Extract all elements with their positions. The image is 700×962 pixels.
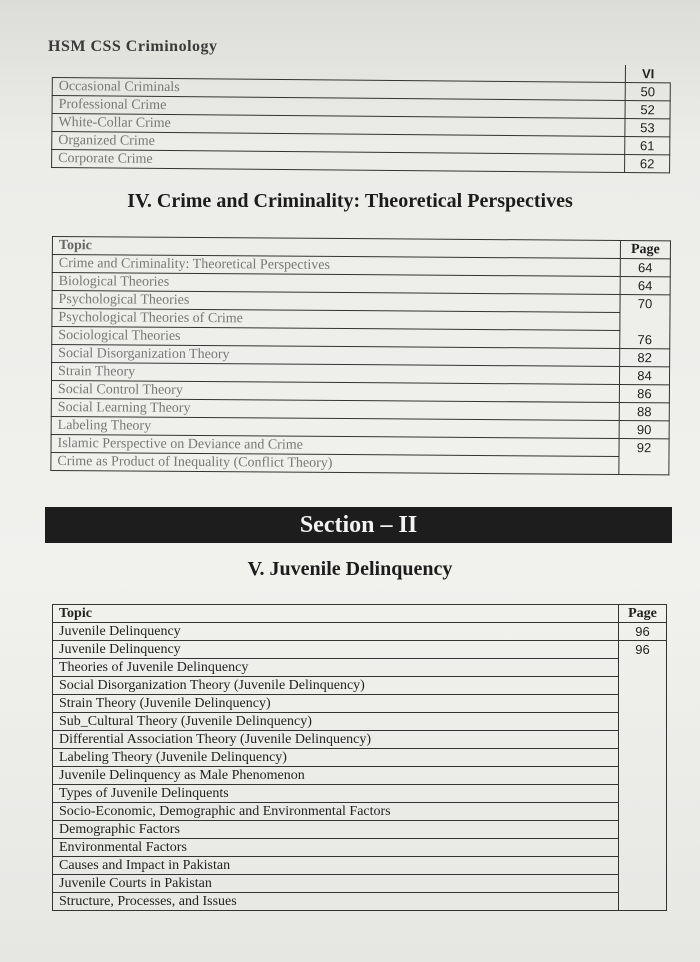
table-row: [53, 641, 667, 659]
toc-table-chapter-iv: [50, 236, 671, 475]
page-cell: 96: [619, 641, 667, 659]
topic-cell: Juvenile Delinquency as Male Phenomenon: [53, 767, 619, 785]
toc-table-continued: [51, 60, 671, 173]
page-cell: [619, 767, 667, 785]
page-cell: 62: [625, 155, 670, 173]
topic-cell: Theories of Juvenile Delinquency: [53, 659, 619, 677]
table-row: [53, 893, 667, 911]
table-row: [53, 623, 667, 641]
page-cell: [620, 312, 670, 330]
topic-cell: Organized Crime: [52, 132, 625, 155]
page-cell: [619, 893, 667, 911]
topic-cell: Differential Association Theory (Juvenile Delinquency): [53, 731, 619, 749]
page-cell: [619, 695, 667, 713]
topic-cell: Psychological Theories of Crime: [52, 309, 620, 331]
page-cell: 61: [625, 137, 670, 155]
page-cell: [619, 659, 667, 677]
topic-cell: Juvenile Courts in Pakistan: [53, 875, 619, 893]
topic-cell: Social Learning Theory: [51, 398, 619, 420]
page-cell: [619, 821, 667, 839]
page-cell: 50: [625, 83, 670, 101]
chapter-iv-title: IV. Crime and Criminality: Theoretical Perspectives: [127, 190, 573, 212]
topic-cell: Social Control Theory: [51, 380, 619, 402]
chapter-v-title: V. Juvenile Delinquency: [247, 558, 453, 580]
table-row: [53, 785, 667, 803]
table-row: [53, 659, 667, 677]
table-row: [53, 695, 667, 713]
table-row: [53, 857, 667, 875]
topic-cell: Biological Theories: [52, 273, 620, 295]
topic-cell: Demographic Factors: [53, 821, 619, 839]
table-row: [53, 821, 667, 839]
toc-table-chapter-v: [52, 604, 667, 911]
running-head: HSM CSS Criminology: [48, 38, 218, 55]
topic-cell: White-Collar Crime: [52, 114, 625, 137]
topic-cell: Islamic Perspective on Deviance and Crime: [51, 434, 619, 456]
topic-cell: Occasional Criminals: [52, 78, 625, 101]
page-cell: [619, 839, 667, 857]
page-cell: [619, 731, 667, 749]
page-cell: 92: [619, 438, 669, 456]
page-cell: 53: [625, 119, 670, 137]
page-cell: 64: [620, 276, 670, 294]
page-header: Page: [619, 605, 667, 623]
topic-cell: Social Disorganization Theory: [52, 345, 620, 367]
page-cell: 84: [619, 366, 669, 384]
topic-header: Topic: [53, 605, 619, 623]
page-cell: [619, 749, 667, 767]
table-header-row: [53, 605, 667, 623]
topic-cell: Crime as Product of Inequality (Conflict Theory): [51, 452, 619, 474]
table-row: [53, 677, 667, 695]
topic-cell: Labeling Theory: [51, 416, 619, 438]
page-cell: 88: [619, 402, 669, 420]
topic-cell: Social Disorganization Theory (Juvenile Delinquency): [53, 677, 619, 695]
table-row: [53, 839, 667, 857]
topic-cell: Strain Theory (Juvenile Delinquency): [53, 695, 619, 713]
table-row: [53, 767, 667, 785]
page-cell: 70: [620, 294, 670, 312]
topic-cell: Juvenile Delinquency: [53, 623, 619, 641]
table-row: [53, 749, 667, 767]
topic-cell: Sociological Theories: [52, 327, 620, 349]
page-cell: [619, 803, 667, 821]
column-header: VI: [625, 65, 670, 83]
topic-header: Topic: [52, 237, 620, 259]
topic-cell: Sub_Cultural Theory (Juvenile Delinquency): [53, 713, 619, 731]
page-cell: 76: [620, 330, 670, 348]
page-cell: [619, 456, 669, 474]
page-cell: 96: [619, 623, 667, 641]
page-cell: [619, 857, 667, 875]
table-row: [51, 452, 669, 474]
page-cell: 82: [620, 348, 670, 366]
section-banner: Section – II: [45, 507, 672, 543]
page-cell: [619, 677, 667, 695]
table-row: [53, 713, 667, 731]
page-cell: [619, 713, 667, 731]
topic-cell: Types of Juvenile Delinquents: [53, 785, 619, 803]
topic-cell: Labeling Theory (Juvenile Delinquency): [53, 749, 619, 767]
table-row: [53, 731, 667, 749]
topic-cell: Corporate Crime: [52, 150, 625, 173]
topic-cell: Structure, Processes, and Issues: [53, 893, 619, 911]
page-cell: [619, 875, 667, 893]
page-cell: 86: [619, 384, 669, 402]
topic-cell: Crime and Criminality: Theoretical Perspectives: [52, 255, 620, 277]
topic-cell: Socio-Economic, Demographic and Environmental Factors: [53, 803, 619, 821]
topic-cell: Psychological Theories: [52, 291, 620, 313]
table-row: [53, 875, 667, 893]
page-cell: [619, 785, 667, 803]
topic-cell: Professional Crime: [52, 96, 625, 119]
topic-cell: Strain Theory: [51, 363, 619, 385]
page-header: Page: [620, 240, 670, 258]
topic-cell: Environmental Factors: [53, 839, 619, 857]
page-cell: 90: [619, 420, 669, 438]
page-cell: 64: [620, 258, 670, 276]
topic-cell: Causes and Impact in Pakistan: [53, 857, 619, 875]
topic-cell: Juvenile Delinquency: [53, 641, 619, 659]
page-cell: 52: [625, 101, 670, 119]
table-row: [53, 803, 667, 821]
